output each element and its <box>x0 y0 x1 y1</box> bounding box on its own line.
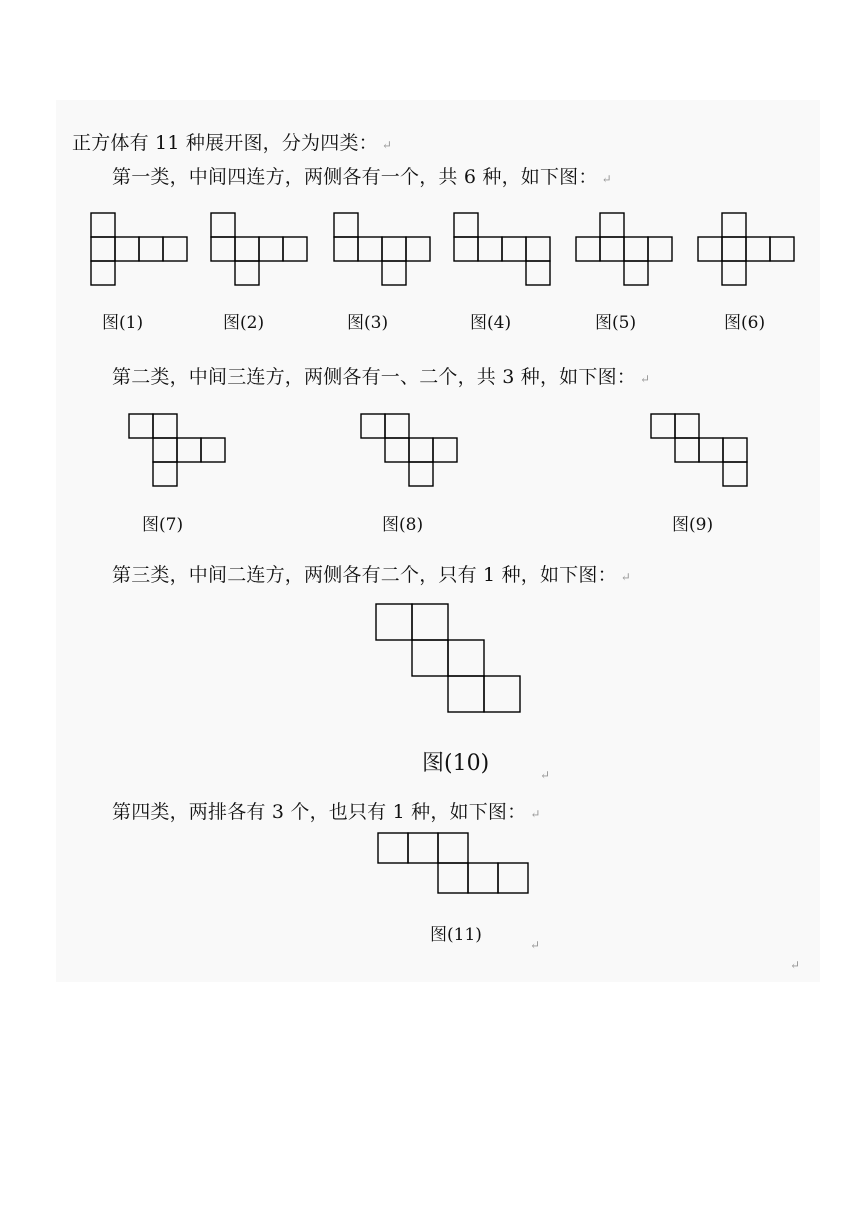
section-2-text: 第二类，中间三连方，两侧各有一、二个，共 3 种，如下图： ↵ <box>112 366 651 388</box>
cube-net-figure-1 <box>90 212 188 286</box>
net-square <box>624 237 648 261</box>
net-square <box>526 237 550 261</box>
net-square <box>334 237 358 261</box>
figure-caption: 图(11) <box>430 925 482 945</box>
net-square <box>235 237 259 261</box>
net-square <box>153 414 177 438</box>
cube-net-figure-5 <box>575 212 673 286</box>
net-square <box>498 863 528 893</box>
net-square <box>722 213 746 237</box>
net-square <box>651 414 675 438</box>
net-square <box>438 833 468 863</box>
cube-net-figure-9 <box>650 413 748 487</box>
net-square <box>235 261 259 285</box>
net-square <box>722 237 746 261</box>
net-square <box>361 414 385 438</box>
net-square <box>358 237 382 261</box>
cube-net-figure-8 <box>360 413 458 487</box>
net-square <box>91 237 115 261</box>
paragraph-mark-icon: ↵ <box>790 958 801 972</box>
cube-net-figure-6 <box>697 212 795 286</box>
figure-caption: 图(7) <box>142 515 184 535</box>
net-square <box>385 414 409 438</box>
figure-caption: 图(1) <box>102 313 144 333</box>
net-square <box>438 863 468 893</box>
net-square <box>454 237 478 261</box>
net-square <box>115 237 139 261</box>
net-square <box>382 261 406 285</box>
net-square <box>412 640 448 676</box>
net-square <box>259 237 283 261</box>
figure-caption: 图(6) <box>724 313 766 333</box>
net-square <box>770 237 794 261</box>
net-square <box>406 237 430 261</box>
net-square <box>468 863 498 893</box>
net-square <box>409 462 433 486</box>
net-square <box>177 438 201 462</box>
cube-net-figure-10 <box>375 603 521 713</box>
paragraph-mark-icon: ↵ <box>530 938 541 952</box>
paragraph-mark-icon: ↵ <box>530 807 541 821</box>
paragraph-mark-icon: ↵ <box>620 570 632 584</box>
net-square <box>698 237 722 261</box>
cube-net-figure-4 <box>453 212 551 286</box>
net-square <box>211 237 235 261</box>
figure-caption: 图(3) <box>347 313 389 333</box>
net-square <box>153 462 177 486</box>
net-square <box>648 237 672 261</box>
figure-caption: 图(8) <box>382 515 424 535</box>
figure-caption: 图(5) <box>595 313 637 333</box>
net-square <box>129 414 153 438</box>
net-square <box>722 261 746 285</box>
section-1-text: 第一类，中间四连方，两侧各有一个，共 6 种，如下图： ↵ <box>112 166 612 188</box>
net-square <box>723 438 747 462</box>
figure-caption: 图(10) <box>422 751 490 776</box>
net-square <box>699 438 723 462</box>
net-square <box>376 604 412 640</box>
net-square <box>91 213 115 237</box>
net-square <box>746 237 770 261</box>
cube-net-figure-3 <box>333 212 431 286</box>
net-square <box>382 237 406 261</box>
section-4-text: 第四类，两排各有 3 个，也只有 1 种，如下图： ↵ <box>112 801 541 823</box>
net-square <box>502 237 526 261</box>
net-square <box>526 261 550 285</box>
net-square <box>91 261 115 285</box>
net-square <box>454 213 478 237</box>
net-square <box>675 414 699 438</box>
net-square <box>624 261 648 285</box>
figure-caption: 图(2) <box>223 313 265 333</box>
net-square <box>385 438 409 462</box>
figure-caption: 图(4) <box>470 313 512 333</box>
net-square <box>448 640 484 676</box>
cube-net-figure-11 <box>377 832 529 894</box>
net-square <box>334 213 358 237</box>
net-square <box>576 237 600 261</box>
net-square <box>600 213 624 237</box>
net-square <box>600 237 624 261</box>
paragraph-mark-icon: ↵ <box>601 172 612 186</box>
paragraph-mark-icon: ↵ <box>639 372 651 386</box>
paragraph-mark-icon: ↵ <box>381 138 393 152</box>
net-square <box>378 833 408 863</box>
net-square <box>163 237 187 261</box>
net-square <box>139 237 163 261</box>
net-square <box>408 833 438 863</box>
figure-caption: 图(9) <box>672 515 714 535</box>
net-square <box>153 438 177 462</box>
cube-net-figure-2 <box>210 212 308 286</box>
net-square <box>201 438 225 462</box>
net-square <box>723 462 747 486</box>
net-square <box>675 438 699 462</box>
cube-net-figure-7 <box>128 413 226 487</box>
paragraph-mark-icon: ↵ <box>540 768 551 782</box>
net-square <box>478 237 502 261</box>
net-square <box>409 438 433 462</box>
net-square <box>412 604 448 640</box>
net-square <box>433 438 457 462</box>
net-square <box>283 237 307 261</box>
net-square <box>211 213 235 237</box>
section-3-text: 第三类，中间二连方，两侧各有二个，只有 1 种，如下图： ↵ <box>112 564 632 586</box>
intro-heading: 正方体有 11 种展开图，分为四类： ↵ <box>72 132 393 154</box>
net-square <box>484 676 520 712</box>
net-square <box>448 676 484 712</box>
